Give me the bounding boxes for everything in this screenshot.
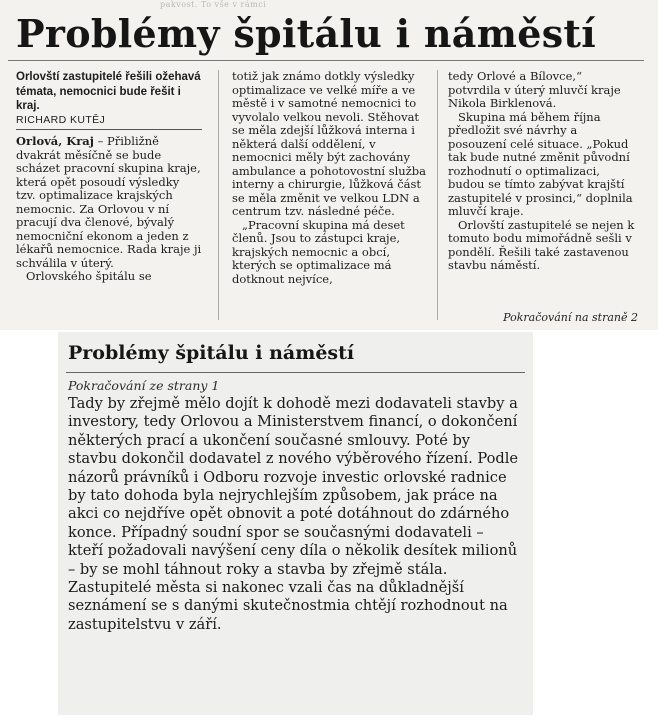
- column-2: [232, 70, 426, 286]
- byline-rule: [16, 129, 202, 130]
- bleed-through-text: pakvost. To vše v rámci: [160, 0, 267, 9]
- column-2-paragraph-2: „Pracovní skupina má deset členů. Jsou to zástupci kraje, krajských nemocnic a obcí, kterých se optimalizace má dotknout nejvíce,: [232, 217, 405, 286]
- column-divider: [437, 70, 438, 320]
- column-3: [448, 70, 638, 273]
- byline: RICHARD KUTĚJ: [16, 113, 106, 126]
- continued-note: Pokračování na straně 2: [503, 311, 638, 324]
- continuation-rule: [66, 372, 525, 373]
- dateline: Orlová, Kraj: [16, 134, 94, 148]
- column-3-paragraph-2: Skupina má během října předložit své návrhy a posouzení celé situace. „Pokud tak bude nutné změnit původní rozhodnutí o optimalizaci, budou se tímto zabývat krajští zastupitelé v prosinci,“ doplnila mluvčí kraje.: [448, 109, 633, 218]
- column-1-paragraph-2: Orlovského špitálu se: [26, 269, 152, 283]
- headline-rule: [8, 60, 644, 61]
- column-divider: [218, 70, 219, 320]
- continued-from-note: Pokračování ze strany 1: [68, 378, 220, 393]
- continuation-body: Tady by zřejmě mělo dojít k dohodě mezi dodavateli stavby a investory, tedy Orlovou a Ministerstvem financí, o dokončení některých prací a ukončení současné smlouvy. Poté by stavbu dokončil dodavatel z nového výběrového řízení. Podle názorů právníků i Odboru rozvoje investic orlovské radnice by tato dohoda byla nejrychlejším způsobem, jak práce na akci co nejdříve opět obnovit a poté dotáhnout do zdárného konce. Případný soudní spor se současnými dodavateli – kteří požadovali navýšení ceny díla o několik desítek milionů – by se mohl táhnout roky a stavba by zřejmě stála. Zastupitelé města si nakonec vzali čas na důkladnější seznámení se s danými skutečnostmia chtějí rozhodnout na zastupitelstvu v září.: [68, 395, 519, 633]
- continuation-headline: Problémy špitálu i náměstí: [68, 342, 355, 364]
- top-clipping: [0, 0, 658, 330]
- lead-paragraph: Orlovští zastupitelé řešili ožehavá témata, nemocnici bude řešit i kraj.: [16, 71, 201, 112]
- column-1-paragraph: [16, 135, 202, 270]
- bottom-clipping: [58, 332, 533, 715]
- column-3-paragraph-1: tedy Orlové a Bílovce,“ potvrdila v úterý mluvčí kraje Nikola Birklenová.: [448, 69, 621, 110]
- column-1-text: – Přibližně dvakrát měsíčně se bude scházet pracovní skupina kraje, která opět posoudí výsledky tzv. optimalizace krajských nemocnic. Za Orlovou v ní pracují dva členové, bývalý nemocniční ekonom a jeden z lékařů nemocnice. Rada kraje ji schválila v úterý.: [16, 134, 202, 270]
- column-3-paragraph-3: Orlovští zastupitelé se nejen k tomuto bodu mimořádně sešli v pondělí. Řešili také zastavenou stavbu náměstí.: [448, 217, 635, 272]
- column-1: [16, 70, 202, 284]
- headline: Problémy špitálu i náměstí: [16, 11, 596, 56]
- column-2-paragraph-1: totiž jak známo dotkly výsledky optimalizace ve velké míře a ve městě i v samotné nemocnici to vyvolalo velkou nevoli. Stěhovat se měla zdejší lůžková interna i některá další oddělení, v nemocnici měly být zachovány ambulance a pohotovostní služba interny a chirurgie, lůžková část se měla změnit ve velkou LDN a centrum tzv. následné péče.: [232, 69, 426, 218]
